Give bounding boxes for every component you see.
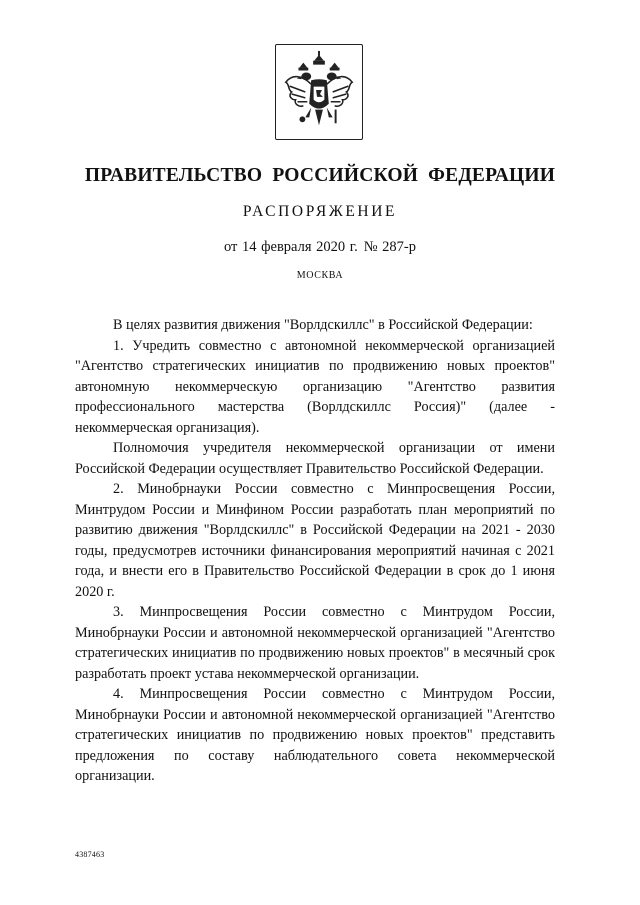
document-date-line (0, 239, 640, 256)
coat-of-arms-frame (275, 44, 363, 140)
document-date: от 14 февраля 2020 г. (223, 239, 358, 255)
paragraph-item-2: 2. Минобрнауки России совместно с Минпросвещения России, Минтрудом России и Минфином России разработать план мероприятий по развитию движения "Ворлдскиллс" в Российской Федерации на 2021 - 2030 годы, предусмотрев источники финансирования мероприятий начиная с 2021 года, и внести его в Правительство Российской Федерации в срок до 1 июня 2020 г. (75, 481, 555, 600)
document-code: 4387463 (75, 850, 105, 859)
government-title: ПРАВИТЕЛЬСТВО РОССИЙСКОЙ ФЕДЕРАЦИИ (84, 165, 556, 186)
paragraph-founder-powers: Полномочия учредителя некоммерческой организации от имени Российской Федерации осуществляет Правительство Российской Федерации. (75, 440, 555, 477)
paragraph-preamble: В целях развития движения "Ворлдскиллс" в Российской Федерации: (113, 317, 533, 333)
paragraph-item-3: 3. Минпросвещения России совместно с Минтрудом России, Минобрнауки России и автономной некоммерческой организацией "Агентство стратегических инициатив по продвижению новых проектов" в месячный срок разработать проект устава некоммерческой организации. (75, 604, 555, 682)
document-city: МОСКВА (296, 270, 344, 281)
document-type: РАСПОРЯЖЕНИЕ (242, 203, 398, 220)
document-body (75, 315, 555, 787)
russian-coat-of-arms-icon (276, 45, 362, 139)
document-number: № 287-р (363, 239, 417, 255)
paragraph-item-4: 4. Минпросвещения России совместно с Минтрудом России, Минобрнауки России и автономной некоммерческой организацией "Агентство стратегических инициатив по продвижению новых проектов" представить предложения по составу наблюдательного совета некоммерческой организации. (75, 686, 555, 784)
paragraph-item-1: 1. Учредить совместно с автономной некоммерческой организацией "Агентство стратегических инициатив по продвижению новых проектов" автономную некоммерческую организацию "Агентство развития профессионального мастерства (Ворлдскиллс Россия)" (далее - некоммерческая организация). (75, 337, 555, 436)
